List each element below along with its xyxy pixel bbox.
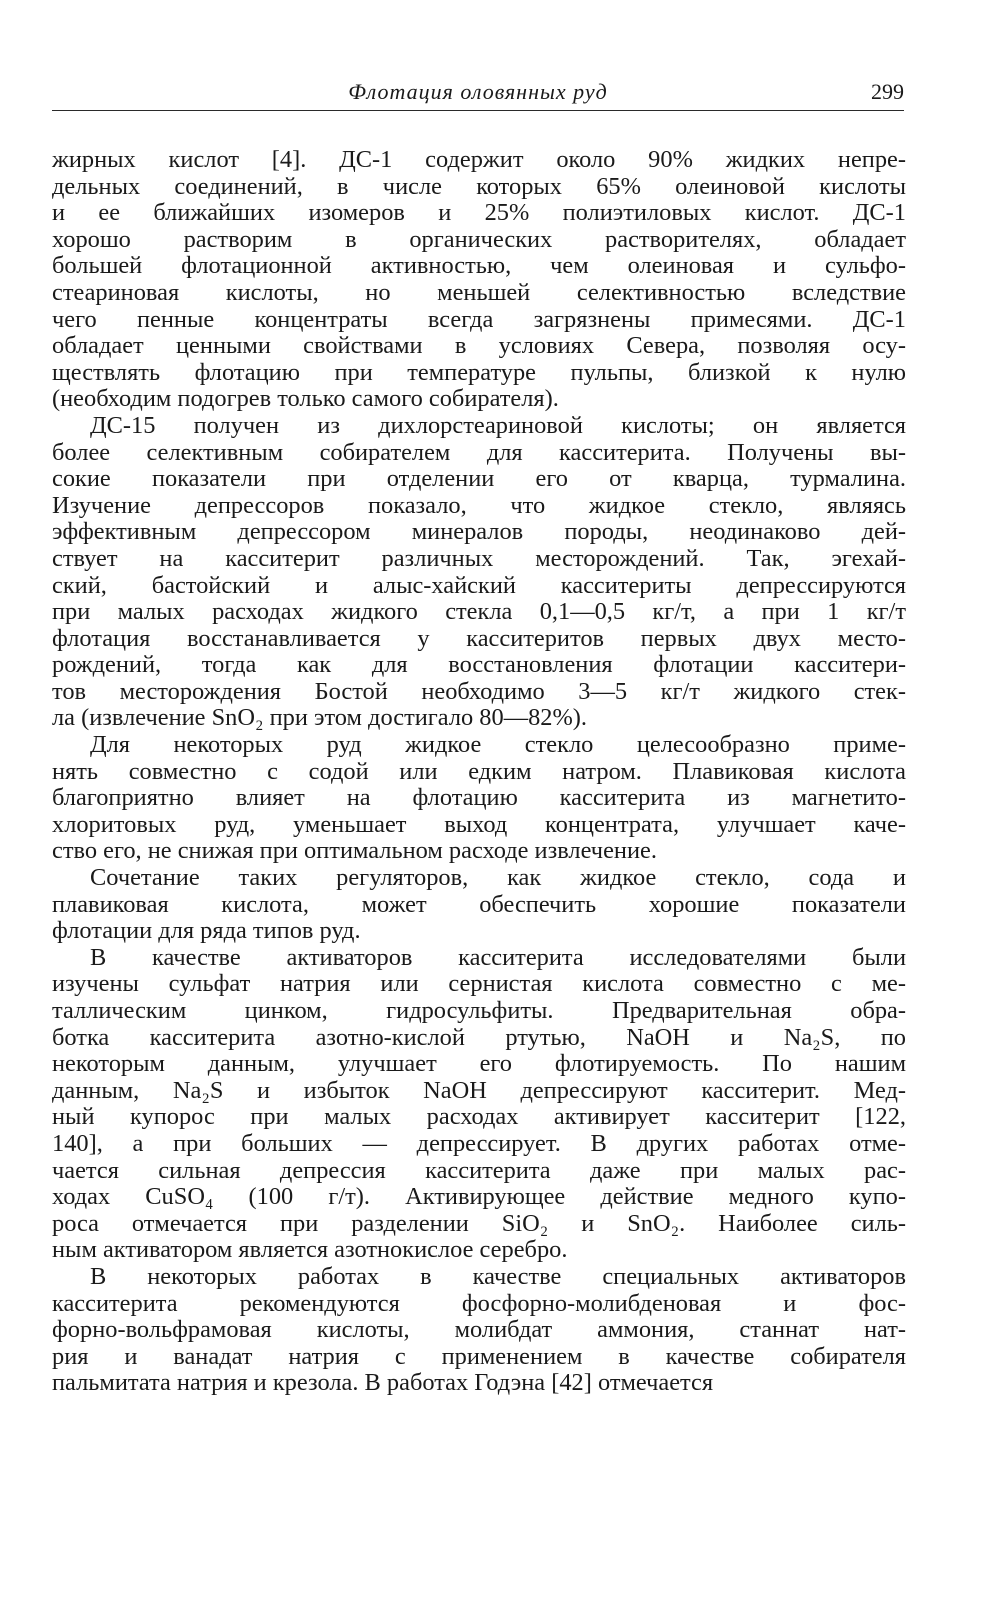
text-line: Для некоторых руд жидкое стекло целесообразно приме-: [90, 731, 906, 759]
text-line: рия и ванадат натрия с применением в качестве собирателя: [52, 1342, 906, 1370]
text-line: нять совместно с содой или едким натром. Плавиковая кислота: [52, 757, 906, 785]
text-line: пальмитата натрия и крезола. В работах Годэна [42] отмечается: [52, 1369, 714, 1397]
text-line: некоторым данным, улучшает его флотируемость. По нашим: [52, 1050, 906, 1078]
text-line: ла (извлечение SnO₂ при этом достигало 80—82%).: [52, 704, 588, 732]
text-line: флотация восстанавливается у касситеритов первых двух место-: [52, 624, 906, 652]
text-line: ский, бастойский и алыс-хайский касситериты депрессируются: [52, 571, 906, 599]
paragraph: [52, 732, 906, 865]
running-title: Флотация оловянных руд: [348, 79, 608, 104]
text-line: Изучение депрессоров показало, что жидкое стекло, являясь: [52, 491, 906, 519]
text-line: при малых расходах жидкого стекла 0,1—0,5 кг/т, а при 1 кг/т: [52, 598, 906, 626]
text-line: ным активатором является азотнокислое серебро.: [52, 1236, 568, 1264]
text-line: обладает ценными свойствами в условиях Севера, позволяя осу-: [52, 332, 906, 360]
body-text: [52, 147, 906, 1397]
text-line: хорошо растворим в органических растворителях, обладает: [52, 225, 906, 253]
text-line: изучены сульфат натрия или сернистая кислота совместно с ме-: [52, 970, 906, 998]
text-line: рождений, тогда как для восстановления флотации касситери-: [52, 651, 906, 679]
text-line: В качестве активаторов касситерита исследователями были: [90, 943, 906, 971]
paragraph: [52, 1264, 906, 1397]
text-line: эффективным депрессором минералов породы, неодинаково дей-: [52, 518, 906, 546]
text-line: благоприятно влияет на флотацию касситерита из магнетито-: [52, 784, 906, 812]
text-line: стеариновая кислоты, но меньшей селективностью вследствие: [52, 278, 906, 306]
text-line: 140], а при больших — депрессирует. В других работах отме-: [52, 1129, 906, 1157]
text-line: Сочетание таких регуляторов, как жидкое стекло, сода и: [90, 864, 906, 892]
text-line: ходах CuSO₄ (100 г/т). Активирующее действие медного купо-: [52, 1183, 906, 1211]
text-line: В некоторых работах в качестве специальных активаторов: [90, 1262, 906, 1290]
text-line: ствует на касситерит различных месторождений. Так, эгехай-: [52, 544, 906, 572]
paragraph: [52, 945, 906, 1264]
paragraph: [52, 147, 906, 413]
text-line: касситерита рекомендуются фосфорно-молибденовая и фос-: [52, 1289, 906, 1317]
text-line: большей флотационной активностью, чем олеиновая и сульфо-: [52, 252, 906, 280]
text-line: сокие показатели при отделении его от кварца, турмалина.: [52, 465, 906, 493]
text-line: чего пенные концентраты всегда загрязнены примесями. ДС-1: [52, 305, 906, 333]
text-line: хлоритовых руд, уменьшает выход концентрата, улучшает каче-: [52, 810, 906, 838]
text-line: чается сильная депрессия касситерита даже при малых рас-: [52, 1156, 906, 1184]
text-line: ный купорос при малых расходах активирует касситерит [122,: [52, 1103, 906, 1131]
text-line: форно-вольфрамовая кислоты, молибдат аммония, станнат нат-: [52, 1316, 906, 1344]
paragraph: [52, 413, 906, 732]
running-header: [52, 78, 904, 111]
paragraph: [52, 865, 906, 945]
text-line: жирных кислот [4]. ДС-1 содержит около 90% жидких непре-: [52, 146, 906, 173]
text-line: ществлять флотацию при температуре пульпы, близкой к нулю: [52, 358, 906, 386]
text-line: более селективным собирателем для касситерита. Получены вы-: [52, 438, 906, 466]
text-line: флотации для ряда типов руд.: [52, 917, 361, 945]
text-line: плавиковая кислота, может обеспечить хорошие показатели: [52, 890, 906, 918]
text-line: ство его, не снижая при оптимальном расходе извлечение.: [52, 837, 657, 865]
text-line: и ее ближайших изомеров и 25% полиэтиловых кислот. ДС-1: [52, 199, 906, 227]
text-line: таллическим цинком, гидросульфиты. Предварительная обра-: [52, 997, 906, 1024]
text-line: дельных соединений, в числе которых 65% олеиновой кислоты: [52, 172, 906, 200]
text-line: (необходим подогрев только самого собирателя).: [52, 385, 559, 413]
text-line: тов месторождения Бостой необходимо 3—5 кг/т жидкого стек-: [52, 677, 906, 705]
text-line: ДС-15 получен из дихлорстеариновой кислоты; он является: [90, 411, 906, 439]
text-line: данным, Na₂S и избыток NaOH депрессируют касситерит. Мед-: [52, 1076, 906, 1104]
text-line: ботка касситерита азотно-кислой ртутью, NaOH и Na₂S, по: [52, 1023, 906, 1051]
text-line: роса отмечается при разделении SiO₂ и SnO₂. Наиболее силь-: [52, 1209, 906, 1237]
page-number: 299: [871, 79, 904, 104]
